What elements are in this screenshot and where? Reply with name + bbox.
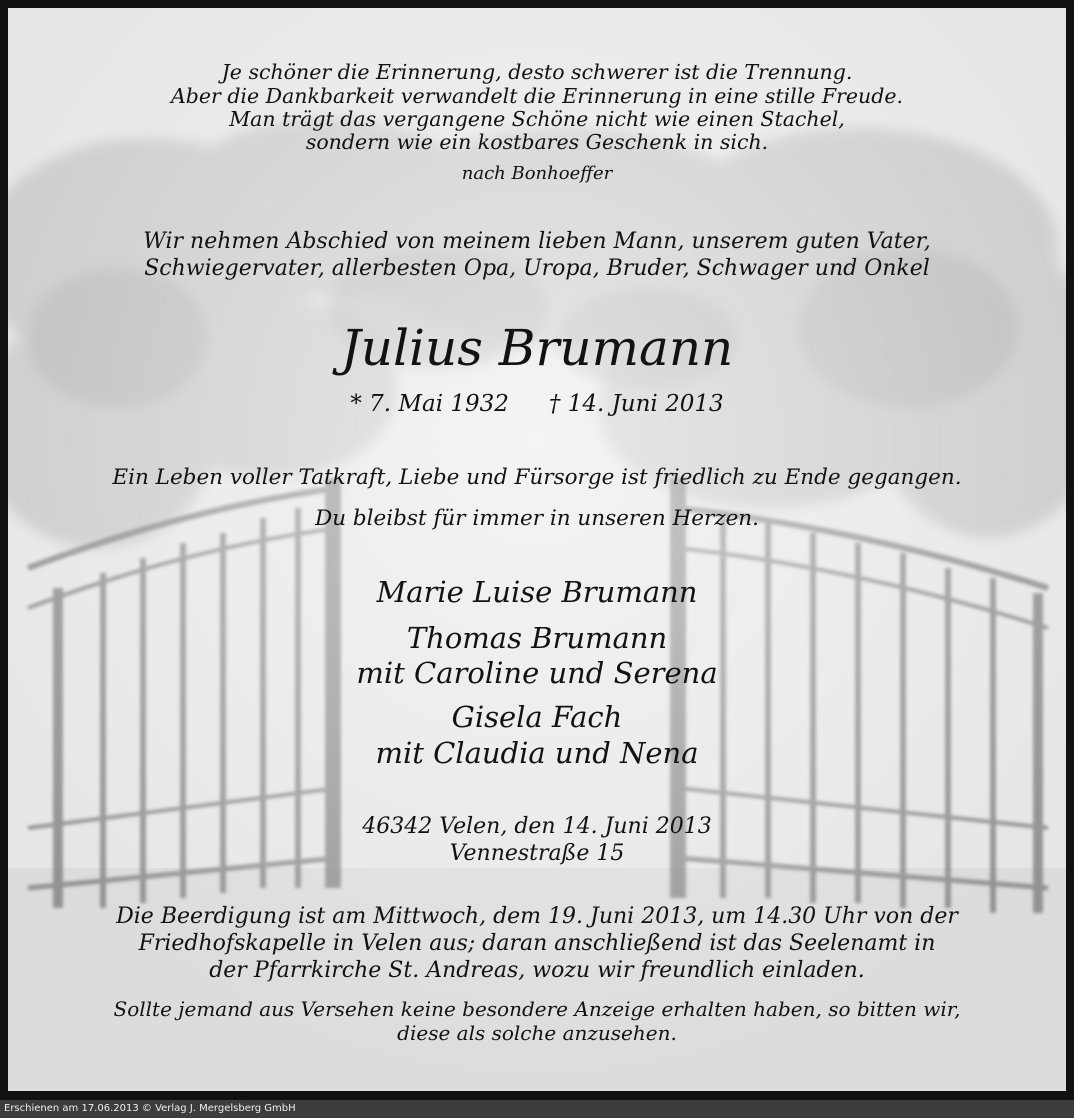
- quote-line: Aber die Dankbarkeit verwandelt die Erinnerung in eine stille Freude.: [170, 84, 904, 108]
- mourner-name: Thomas Brumann: [406, 621, 668, 655]
- street-address: Vennestraße 15: [449, 841, 625, 866]
- closing-note-line: Sollte jemand aus Versehen keine besondere Anzeige erhalten haben, so bitten wir,: [113, 997, 961, 1021]
- funeral-info-line: Friedhofskapelle in Velen aus; daran anschließend ist das Seelenamt in: [138, 931, 936, 956]
- closing-note-line: diese als solche anzusehen.: [397, 1021, 677, 1045]
- obituary-text: [8, 8, 1066, 1091]
- intro-line: Wir nehmen Abschied von meinem lieben Mann, unserem guten Vater,: [143, 229, 931, 254]
- mourner-name: mit Caroline und Serena: [356, 656, 718, 690]
- life-dates: [8, 391, 1066, 417]
- funeral-info-line: Die Beerdigung ist am Mittwoch, dem 19. Juni 2013, um 14.30 Uhr von der: [116, 904, 958, 929]
- mourner-name: Gisela Fach: [451, 700, 623, 734]
- publication-footer: Erschienen am 17.06.2013 © Verlag J. Mergelsberg GmbH: [0, 1100, 1074, 1118]
- life-text-line: Du bleibst für immer in unseren Herzen.: [314, 506, 759, 531]
- mourner-name: Marie Luise Brumann: [376, 575, 698, 609]
- mourner-name: mit Claudia und Nena: [375, 736, 699, 770]
- quote-line: Je schöner die Erinnerung, desto schwerer ist die Trennung.: [221, 60, 853, 84]
- life-text-line: Ein Leben voller Tatkraft, Liebe und Fürsorge ist friedlich zu Ende gegangen.: [112, 465, 962, 490]
- birth-date: * 7. Mai 1932: [350, 391, 509, 417]
- intro-line: Schwiegervater, allerbesten Opa, Uropa, Bruder, Schwager und Onkel: [144, 256, 930, 281]
- funeral-info-line: der Pfarrkirche St. Andreas, wozu wir freundlich einladen.: [209, 958, 865, 983]
- deceased-name: Julius Brumann: [340, 319, 734, 377]
- quote-line: Man trägt das vergangene Schöne nicht wie einen Stachel,: [229, 107, 845, 131]
- quote-source: nach Bonhoeffer: [461, 163, 613, 184]
- quote-line: sondern wie ein kostbares Geschenk in sich.: [305, 130, 769, 154]
- place-date: 46342 Velen, den 14. Juni 2013: [362, 814, 712, 839]
- death-date: † 14. Juni 2013: [548, 391, 724, 417]
